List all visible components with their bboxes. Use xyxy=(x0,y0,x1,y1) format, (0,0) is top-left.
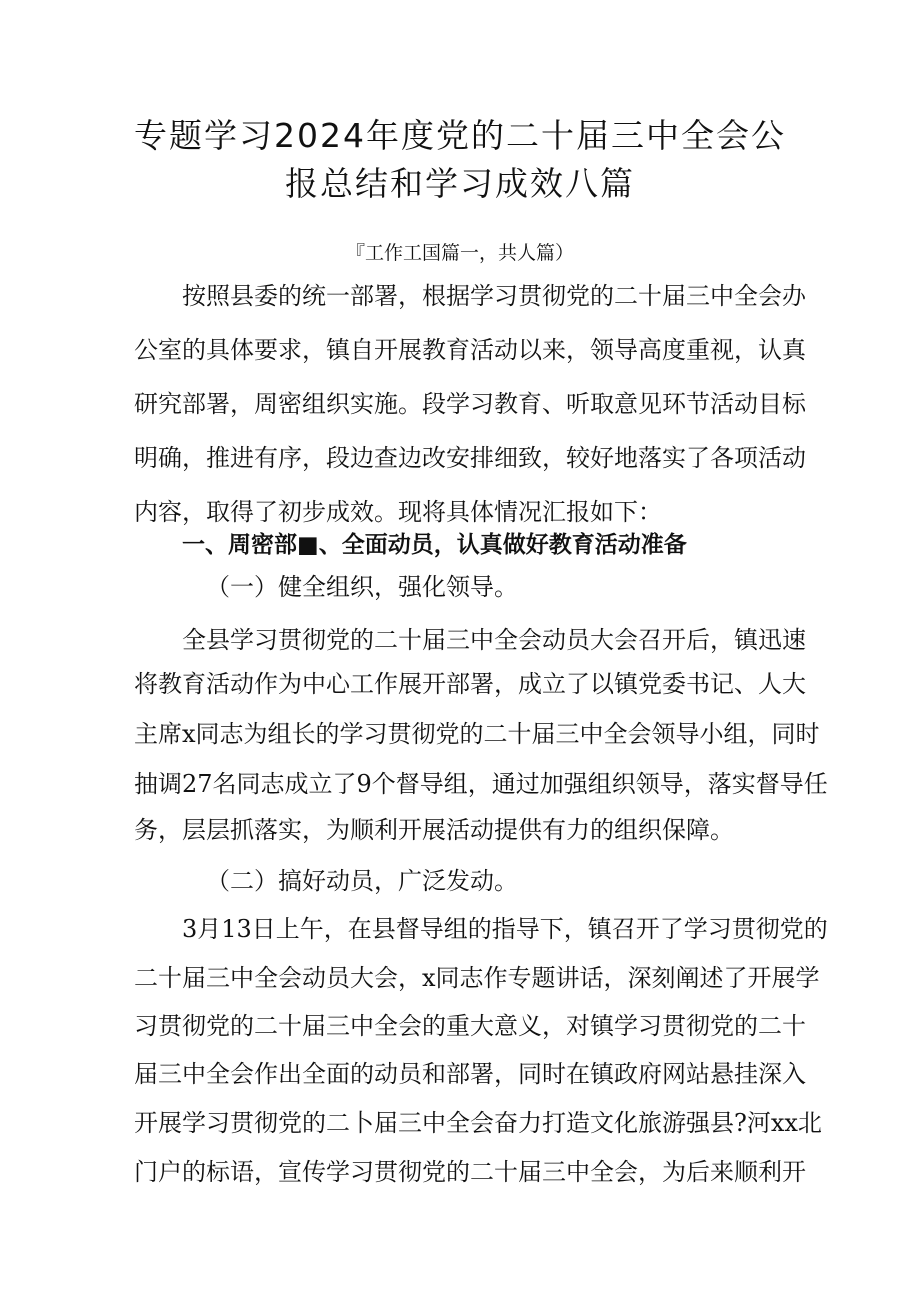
subsection-heading: （一）健全组织，强化领导。 xyxy=(206,573,518,601)
paragraph-line: 抽调27名同志成立了9个督导组，通过加强组织领导，落实督导任 xyxy=(134,770,828,798)
document-title-line-2: 报总结和学习成效八篇 xyxy=(285,164,635,203)
paragraph-line: 届三中全会作出全面的动员和部署，同时在镇政府网站悬挂深入 xyxy=(134,1060,806,1088)
intro-line: 按照县委的统一部署，根据学习贯彻党的二十届三中全会办 xyxy=(182,282,806,310)
intro-line: 公室的具体要求，镇自开展教育活动以来，领导高度重视，认真 xyxy=(134,336,806,364)
section-heading: 一、周密部■、全面动员，认真做好教育活动准备 xyxy=(182,532,687,558)
document-subtitle: 『工作工国篇一，共人篇） xyxy=(345,242,574,264)
paragraph-line: 二十届三中全会动员大会，x同志作专题讲话，深刻阐述了开展学 xyxy=(134,964,820,992)
paragraph-line: 将教育活动作为中心工作展开部署，成立了以镇党委书记、人大 xyxy=(134,670,806,698)
paragraph-line: 开展学习贯彻党的二卜届三中全会奋力打造文化旅游强县?河xx北 xyxy=(134,1109,822,1137)
paragraph-line: 全县学习贯彻党的二十届三中全会动员大会召开后，镇迅速 xyxy=(182,626,806,654)
document-title-line-1: 专题学习2024年度党的二十届三中全会公 xyxy=(134,116,786,155)
subsection-heading: （二）搞好动员，广泛发动。 xyxy=(206,867,518,895)
paragraph-line: 务，层层抓落实，为顺利开展活动提供有力的组织保障。 xyxy=(134,816,734,844)
paragraph-line: 3月13日上午，在县督导组的指导下，镇召开了学习贯彻党的 xyxy=(182,915,828,943)
intro-line: 明确，推进有序，段边查边改安排细致，较好地落实了各项活动 xyxy=(134,444,806,472)
paragraph-line: 主席x同志为组长的学习贯彻党的二十届三中全会领导小组，同时 xyxy=(134,720,820,748)
paragraph-line: 习贯彻党的二十届三中全会的重大意义，对镇学习贯彻党的二十 xyxy=(134,1012,806,1040)
intro-line: 内容，取得了初步成效。现将具体情况汇报如下： xyxy=(134,498,662,526)
paragraph-line: 门户的标语，宣传学习贯彻党的二十届三中全会，为后来顺利开 xyxy=(134,1158,806,1186)
intro-line: 研究部署，周密组织实施。段学习教育、听取意见环节活动目标 xyxy=(134,390,806,418)
